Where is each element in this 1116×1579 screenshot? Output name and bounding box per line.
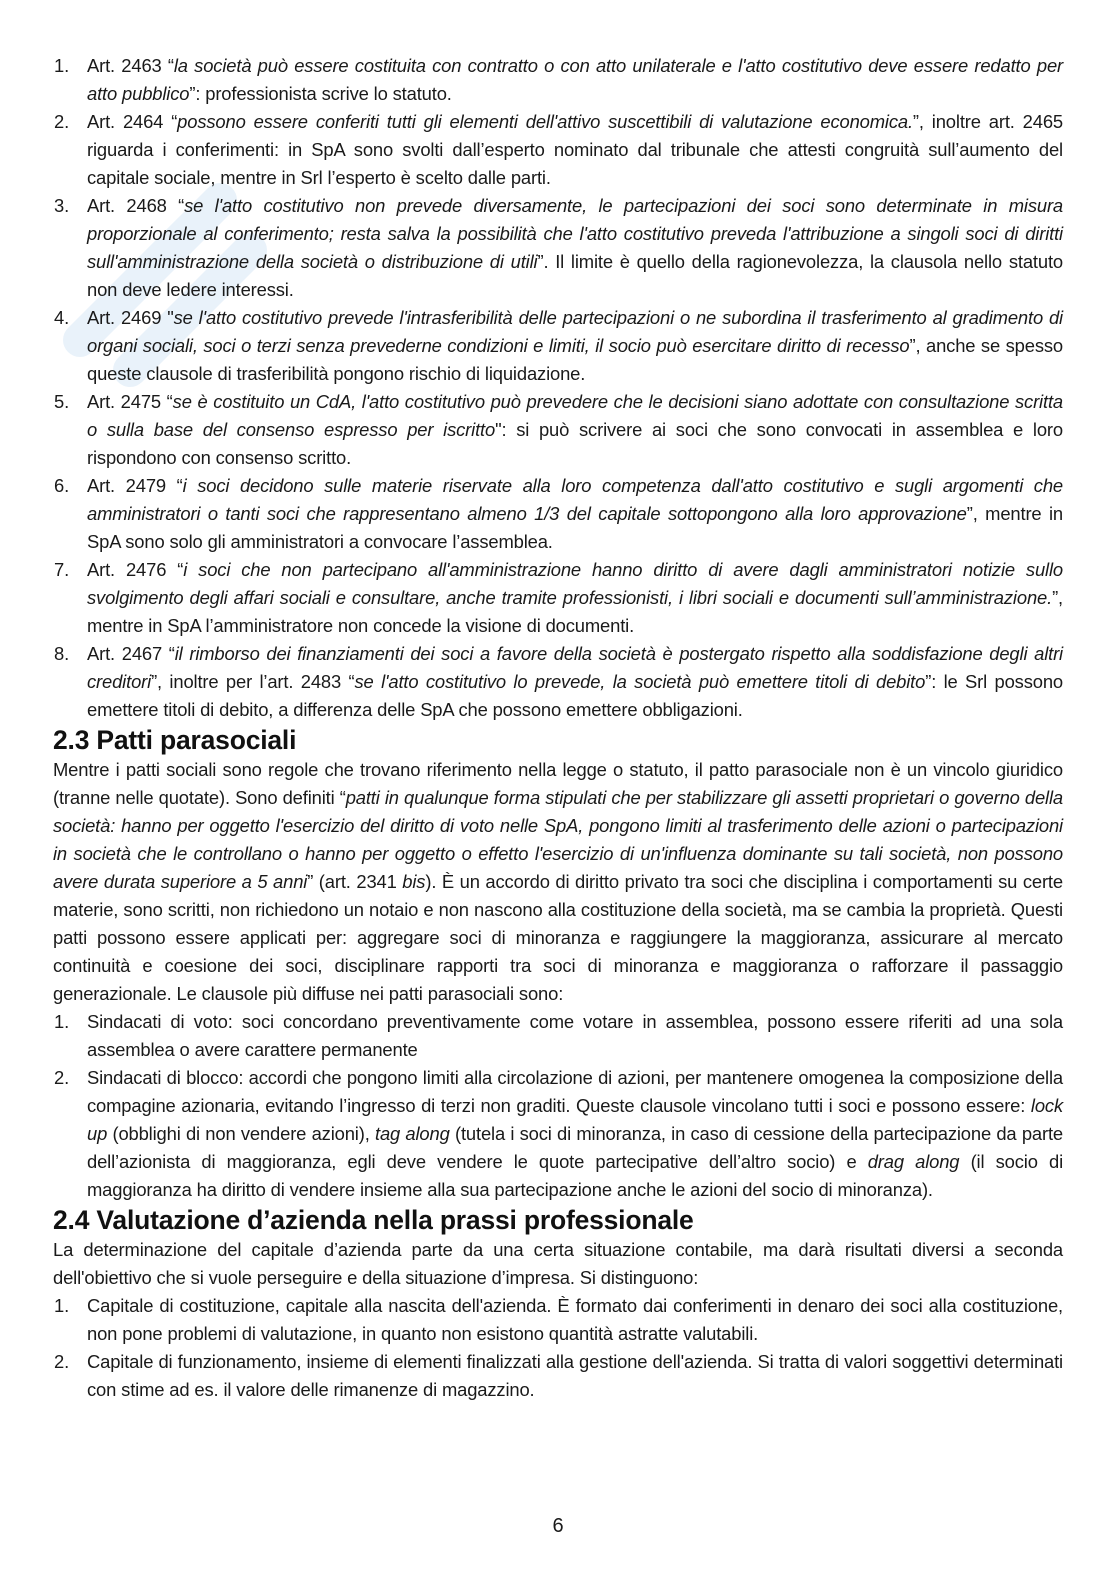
articles-list — [53, 52, 1063, 724]
text-run: Capitale di costituzione, capitale alla nascita dell'azienda. È formato dai conferimenti in denaro dei soci alla costituzione, non pone problemi di valutazione, in quanto non esistono quantità astratte valutabili. — [87, 1295, 1063, 1344]
text-run: ”, mentre in SpA sono solo gli amministratori a convocare l’assemblea. — [87, 503, 1063, 552]
clauses-list — [53, 1008, 1063, 1204]
text-run: ”: professionista scrive lo statuto. — [189, 83, 452, 104]
italic-run: se è costituito un CdA, l'atto costitutivo può prevedere che le decisioni siano adottate con consultazione scritta o sulla base del consenso espresso per iscritto — [87, 391, 1063, 440]
capital-types-list — [53, 1292, 1063, 1404]
list-number: 5. — [54, 391, 70, 412]
text-run: ”: le Srl possono emettere titoli di debito, a differenza delle SpA che possono emettere obbligazioni. — [87, 671, 1063, 720]
text-run: Mentre i patti sociali sono regole che trovano riferimento nella legge o statuto, il patto parasociale non è un vincolo giuridico (tranne nelle quotate). Sono definiti “ — [53, 759, 1063, 808]
italic-run: se l'atto costitutivo prevede l'intrasferibilità delle partecipazioni o ne subordina il trasferimento al gradimento di organi sociali, soci o terzi senza prevederne condizioni e limiti, il socio può esercitare diritto di recesso — [87, 307, 1063, 356]
text-run: Art. 2463 “ — [87, 55, 174, 76]
text-run: ”. Il limite è quello della ragionevolezza, la clausola nello statuto non deve ledere interessi. — [87, 251, 1063, 300]
list-item — [53, 1008, 1063, 1064]
text-run: Art. 2476 “ — [87, 559, 184, 580]
text-run: ”, mentre in SpA l’amministratore non concede la visione di documenti. — [87, 587, 1063, 636]
text-run: ": si può scrivere ai soci che sono convocati in assemblea e loro rispondono con consenso scritto. — [87, 419, 1063, 468]
text-run: ” (art. 2341 — [307, 871, 403, 892]
list-number: 2. — [54, 1067, 70, 1088]
list-number: 6. — [54, 475, 70, 496]
list-number: 8. — [54, 643, 70, 664]
list-item — [53, 1292, 1063, 1348]
list-item — [53, 108, 1063, 192]
list-text — [87, 559, 1063, 636]
text-run: Art. 2469 " — [87, 307, 174, 328]
italic-run: i soci decidono sulle materie riservate alla loro competenza dall'atto costitutivo e sugli argomenti che amministratori o tanti soci che rappresentano almeno 1/3 del capitale sottopongono alla loro approvazione — [87, 475, 1063, 524]
text-run: Art. 2479 “ — [87, 475, 183, 496]
italic-run: drag along — [867, 1151, 960, 1172]
list-number: 1. — [54, 1295, 70, 1316]
text-run: (obblighi di non vendere azioni), — [107, 1123, 375, 1144]
list-text — [87, 195, 1063, 300]
list-item — [53, 556, 1063, 640]
list-item — [53, 52, 1063, 108]
list-text — [87, 1295, 1063, 1344]
list-item — [53, 1348, 1063, 1404]
list-number: 2. — [54, 111, 70, 132]
text-run: Art. 2468 “ — [87, 195, 185, 216]
italic-run: i soci che non partecipano all'amministrazione hanno diritto di avere dagli amministratori notizie sullo svolgimento degli affari sociali e consultare, anche tramite professionisti, i libri sociali e documenti sull’amministrazione. — [87, 559, 1063, 608]
text-run: Art. 2467 “ — [87, 643, 175, 664]
text-run: (tutela i soci di minoranza, in caso di cessione della partecipazione da parte dell’azionista di maggioranza, egli deve vendere le quote partecipative dell’altro socio) e — [87, 1123, 1063, 1172]
list-text — [87, 391, 1063, 468]
text-run: Sindacati di voto: soci concordano preventivamente come votare in assemblea, possono essere riferiti ad una sola assemblea o avere carattere permanente — [87, 1011, 1063, 1060]
list-text — [87, 1351, 1063, 1400]
section-heading-patti-parasociali: 2.3 Patti parasociali — [53, 725, 297, 755]
text-run: Art. 2464 “ — [87, 111, 178, 132]
document-page — [53, 52, 1063, 1404]
list-text — [87, 1067, 1063, 1200]
list-item — [53, 472, 1063, 556]
italic-run: se l'atto costitutivo lo prevede, la società può emettere titoli di debito — [354, 671, 926, 692]
list-number: 4. — [54, 307, 70, 328]
text-run: ”, anche se spesso queste clausole di trasferibilità pongono rischio di liquidazione. — [87, 335, 1063, 384]
text-run: ”, inoltre art. 2465 riguarda i conferimenti: in SpA sono svolti dall’esperto nominato dal tribunale che attesti congruità sull’aumento del capitale sociale, mentre in Srl l’esperto è scelto dalle parti. — [87, 111, 1063, 188]
section-paragraph: La determinazione del capitale d’azienda parte da una certa situazione contabile, ma darà risultati diversi a seconda dell'obiettivo che si vuole perseguire e della situazione d’impresa. Si distinguono: — [53, 1239, 1063, 1288]
list-item — [53, 640, 1063, 724]
italic-run: se l'atto costitutivo non prevede diversamente, le partecipazioni dei soci sono determinate in misura proporzionale al conferimento; resta salva la possibilità che l'atto costitutivo preveda l'attribuzione a singoli soci di diritti sull'amministrazione della società o distribuzione di utili — [87, 195, 1064, 272]
text-run: ”, inoltre per l’art. 2483 “ — [151, 671, 355, 692]
list-text — [87, 475, 1063, 552]
list-text — [87, 307, 1063, 384]
italic-run: patti in qualunque forma stipulati che per stabilizzare gli assetti proprietari o governo della società: hanno per oggetto l'esercizio del diritto di voto nelle SpA, pongono limiti al trasferimento delle azioni o partecipazioni in società che le controllano o hanno per oggetto o effetto l'esercizio di un'influenza dominante su tali società, non possono avere durata superiore a 5 anni — [53, 787, 1063, 892]
list-text — [87, 643, 1063, 720]
list-item — [53, 192, 1063, 304]
text-run: Sindacati di blocco: accordi che pongono limiti alla circolazione di azioni, per mantenere omogenea la composizione della compagine azionaria, evitando l’ingresso di terzi non graditi. Queste clausole vincolano tutti i soci e possono essere: — [87, 1067, 1063, 1116]
italic-run: lock up — [87, 1095, 1063, 1144]
list-number: 3. — [54, 195, 70, 216]
text-run: (il socio di maggioranza ha diritto di vendere insieme alla sua partecipazione anche le azioni del socio di minoranza). — [87, 1151, 1063, 1200]
list-item — [53, 388, 1063, 472]
list-item — [53, 304, 1063, 388]
section-paragraph — [53, 756, 1063, 1008]
italic-run: possono essere conferiti tutti gli elementi dell'attivo suscettibili di valutazione economica. — [177, 111, 913, 132]
list-text — [87, 55, 1063, 104]
italic-run: il rimborso dei finanziamenti dei soci a favore della società è postergato rispetto alla soddisfazione degli altri creditori — [87, 643, 1063, 692]
list-number: 7. — [54, 559, 70, 580]
list-text — [87, 111, 1063, 188]
list-text — [87, 1011, 1063, 1060]
italic-run: la società può essere costituita con contratto o con atto unilaterale e l'atto costitutivo deve essere redatto per atto pubblico — [87, 55, 1063, 104]
page-number: 6 — [552, 1515, 564, 1537]
list-number: 1. — [54, 1011, 70, 1032]
italic-run: bis — [402, 871, 426, 892]
list-number: 1. — [54, 55, 70, 76]
text-run: Capitale di funzionamento, insieme di elementi finalizzati alla gestione dell'azienda. Si tratta di valori soggettivi determinati con stime ad es. il valore delle rimanenze di magazzino. — [87, 1351, 1063, 1400]
list-number: 2. — [54, 1351, 70, 1372]
section-heading-valutazione-azienda: 2.4 Valutazione d’azienda nella prassi professionale — [53, 1205, 694, 1235]
list-item — [53, 1064, 1063, 1204]
italic-run: tag along — [374, 1123, 450, 1144]
text-run: ). È un accordo di diritto privato tra soci che disciplina i comportamenti su certe materie, sono scritti, non richiedono un notaio e non nascono alla costituzione della società, ma se cambia la proprietà. Questi patti possono essere applicati per: aggregare soci di minoranza e raggiungere la maggioranza, assicurare al mercato continuità e coesione dei soci, disciplinare rapporti tra soci di minoranza e maggioranza o rafforzare il passaggio generazionale. Le clausole più diffuse nei patti parasociali sono: — [53, 871, 1063, 1004]
text-run: Art. 2475 “ — [87, 391, 173, 412]
